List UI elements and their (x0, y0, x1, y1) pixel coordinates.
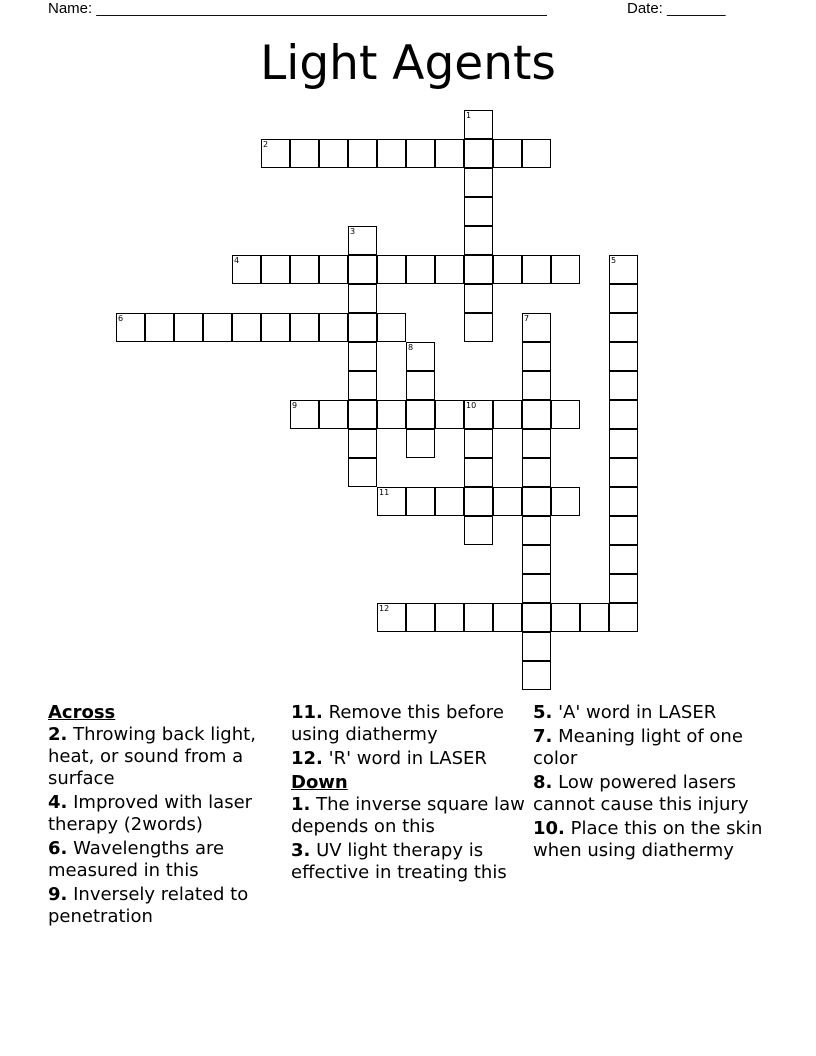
grid-cell[interactable] (406, 342, 435, 371)
grid-cell[interactable] (348, 458, 377, 487)
cell-number: 4 (234, 256, 240, 265)
grid-cell[interactable] (290, 139, 319, 168)
grid-cell[interactable] (406, 371, 435, 400)
grid-cell[interactable] (435, 487, 464, 516)
cell-number: 12 (379, 604, 390, 613)
cell-number: 9 (292, 401, 298, 410)
date-field[interactable]: Date: _______ (627, 0, 726, 17)
grid-cell[interactable] (609, 574, 638, 603)
grid-cell[interactable] (145, 313, 174, 342)
grid-cell[interactable] (348, 429, 377, 458)
grid-cell[interactable] (464, 197, 493, 226)
grid-cell[interactable] (522, 661, 551, 690)
grid-cell[interactable] (464, 603, 493, 632)
clue-across-9: 9. Inversely related to penetration (48, 884, 249, 927)
grid-cell[interactable] (464, 110, 493, 139)
grid-cell[interactable] (290, 255, 319, 284)
grid-cell[interactable] (377, 139, 406, 168)
grid-cell[interactable] (522, 545, 551, 574)
grid-cell[interactable] (464, 139, 493, 168)
grid-cell[interactable] (464, 226, 493, 255)
clue-down-5: 5. 'A' word in LASER (533, 702, 717, 723)
grid-cell[interactable] (435, 400, 464, 429)
clue-across-4: 4. Improved with laser therapy (2words) (48, 792, 253, 835)
grid-cell[interactable] (464, 516, 493, 545)
cell-number: 7 (524, 314, 530, 323)
grid-cell[interactable] (348, 284, 377, 313)
grid-cell[interactable] (319, 313, 348, 342)
grid-cell[interactable] (551, 400, 580, 429)
grid-cell[interactable] (435, 255, 464, 284)
grid-cell[interactable] (319, 400, 348, 429)
grid-cell[interactable] (493, 400, 522, 429)
name-field[interactable]: Name: ______________________________________________________ (48, 0, 547, 17)
grid-cell[interactable] (348, 371, 377, 400)
grid-cell[interactable] (406, 139, 435, 168)
grid-cell[interactable] (609, 371, 638, 400)
cell-number: 2 (263, 140, 269, 149)
grid-cell[interactable] (522, 139, 551, 168)
grid-cell[interactable] (551, 255, 580, 284)
grid-cell[interactable] (609, 429, 638, 458)
grid-cell[interactable] (377, 400, 406, 429)
cell-number: 1 (466, 111, 472, 120)
grid-cell[interactable] (319, 139, 348, 168)
grid-cell[interactable] (609, 284, 638, 313)
clue-across-12: 12. 'R' word in LASER (291, 748, 487, 769)
grid-cell[interactable] (464, 400, 493, 429)
grid-cell[interactable] (232, 313, 261, 342)
grid-cell[interactable] (377, 255, 406, 284)
clues-column-1 (48, 702, 286, 930)
grid-cell[interactable] (348, 342, 377, 371)
grid-cell[interactable] (609, 458, 638, 487)
grid-cell[interactable] (493, 255, 522, 284)
cell-number: 3 (350, 227, 356, 236)
grid-cell[interactable] (464, 255, 493, 284)
grid-cell[interactable] (319, 255, 348, 284)
grid-cell[interactable] (464, 487, 493, 516)
grid-cell[interactable] (377, 487, 406, 516)
grid-cell[interactable] (290, 400, 319, 429)
grid-cell[interactable] (493, 603, 522, 632)
grid-cell[interactable] (261, 139, 290, 168)
clue-across-11: 11. Remove this before using diathermy (291, 702, 504, 745)
grid-cell[interactable] (522, 371, 551, 400)
grid-cell[interactable] (522, 313, 551, 342)
grid-cell[interactable] (348, 226, 377, 255)
cell-number: 5 (611, 256, 617, 265)
clue-down-3: 3. UV light therapy is effective in treating this (291, 840, 507, 883)
grid-cell[interactable] (522, 429, 551, 458)
grid-cell[interactable] (406, 487, 435, 516)
grid-cell[interactable] (609, 603, 638, 632)
grid-cell[interactable] (580, 603, 609, 632)
grid-cell[interactable] (522, 342, 551, 371)
clues-column-2 (291, 702, 529, 886)
grid-cell[interactable] (348, 400, 377, 429)
grid-cell[interactable] (609, 487, 638, 516)
clue-down-1: 1. The inverse square law depends on this (291, 794, 525, 837)
grid-cell[interactable] (464, 458, 493, 487)
grid-cell[interactable] (464, 284, 493, 313)
grid-cell[interactable] (348, 313, 377, 342)
clue-down-10: 10. Place this on the skin when using diathermy (533, 818, 763, 861)
grid-cell[interactable] (435, 603, 464, 632)
cell-number: 6 (118, 314, 124, 323)
grid-cell[interactable] (377, 603, 406, 632)
page-title: Light Agents (260, 36, 556, 91)
grid-cell[interactable] (522, 400, 551, 429)
grid-cell[interactable] (609, 545, 638, 574)
cell-number: 10 (466, 401, 477, 410)
grid-cell[interactable] (609, 255, 638, 284)
down-heading: Down (291, 772, 348, 793)
grid-cell[interactable] (609, 342, 638, 371)
grid-cell[interactable] (348, 139, 377, 168)
grid-cell[interactable] (406, 255, 435, 284)
grid-cell[interactable] (348, 255, 377, 284)
grid-cell[interactable] (522, 603, 551, 632)
cell-number: 11 (379, 488, 390, 497)
across-heading: Across (48, 702, 116, 723)
clue-across-6: 6. Wavelengths are measured in this (48, 838, 225, 881)
clue-down-8: 8. Low powered lasers cannot cause this injury (533, 772, 749, 815)
clue-across-2: 2. Throwing back light, heat, or sound from a surface (48, 724, 256, 789)
grid-cell[interactable] (609, 516, 638, 545)
grid-cell[interactable] (609, 400, 638, 429)
clues-column-3 (533, 702, 763, 864)
clue-down-7: 7. Meaning light of one color (533, 726, 743, 769)
grid-cell[interactable] (464, 168, 493, 197)
grid-cell[interactable] (522, 632, 551, 661)
grid-cell[interactable] (174, 313, 203, 342)
grid-cell[interactable] (522, 255, 551, 284)
grid-cell[interactable] (464, 429, 493, 458)
grid-cell[interactable] (203, 313, 232, 342)
grid-cell[interactable] (261, 313, 290, 342)
grid-cell[interactable] (522, 574, 551, 603)
grid-cell[interactable] (406, 400, 435, 429)
grid-cell[interactable] (261, 255, 290, 284)
grid-cell[interactable] (377, 313, 406, 342)
grid-cell[interactable] (464, 313, 493, 342)
grid-cell[interactable] (551, 603, 580, 632)
grid-cell[interactable] (493, 487, 522, 516)
grid-cell[interactable] (493, 139, 522, 168)
grid-cell[interactable] (522, 516, 551, 545)
grid-cell[interactable] (551, 487, 580, 516)
grid-cell[interactable] (435, 139, 464, 168)
grid-cell[interactable] (232, 255, 261, 284)
cell-number: 8 (408, 343, 414, 352)
grid-cell[interactable] (609, 313, 638, 342)
grid-cell[interactable] (406, 603, 435, 632)
grid-cell[interactable] (522, 487, 551, 516)
grid-cell[interactable] (290, 313, 319, 342)
grid-cell[interactable] (406, 429, 435, 458)
grid-cell[interactable] (522, 458, 551, 487)
grid-cell[interactable] (116, 313, 145, 342)
